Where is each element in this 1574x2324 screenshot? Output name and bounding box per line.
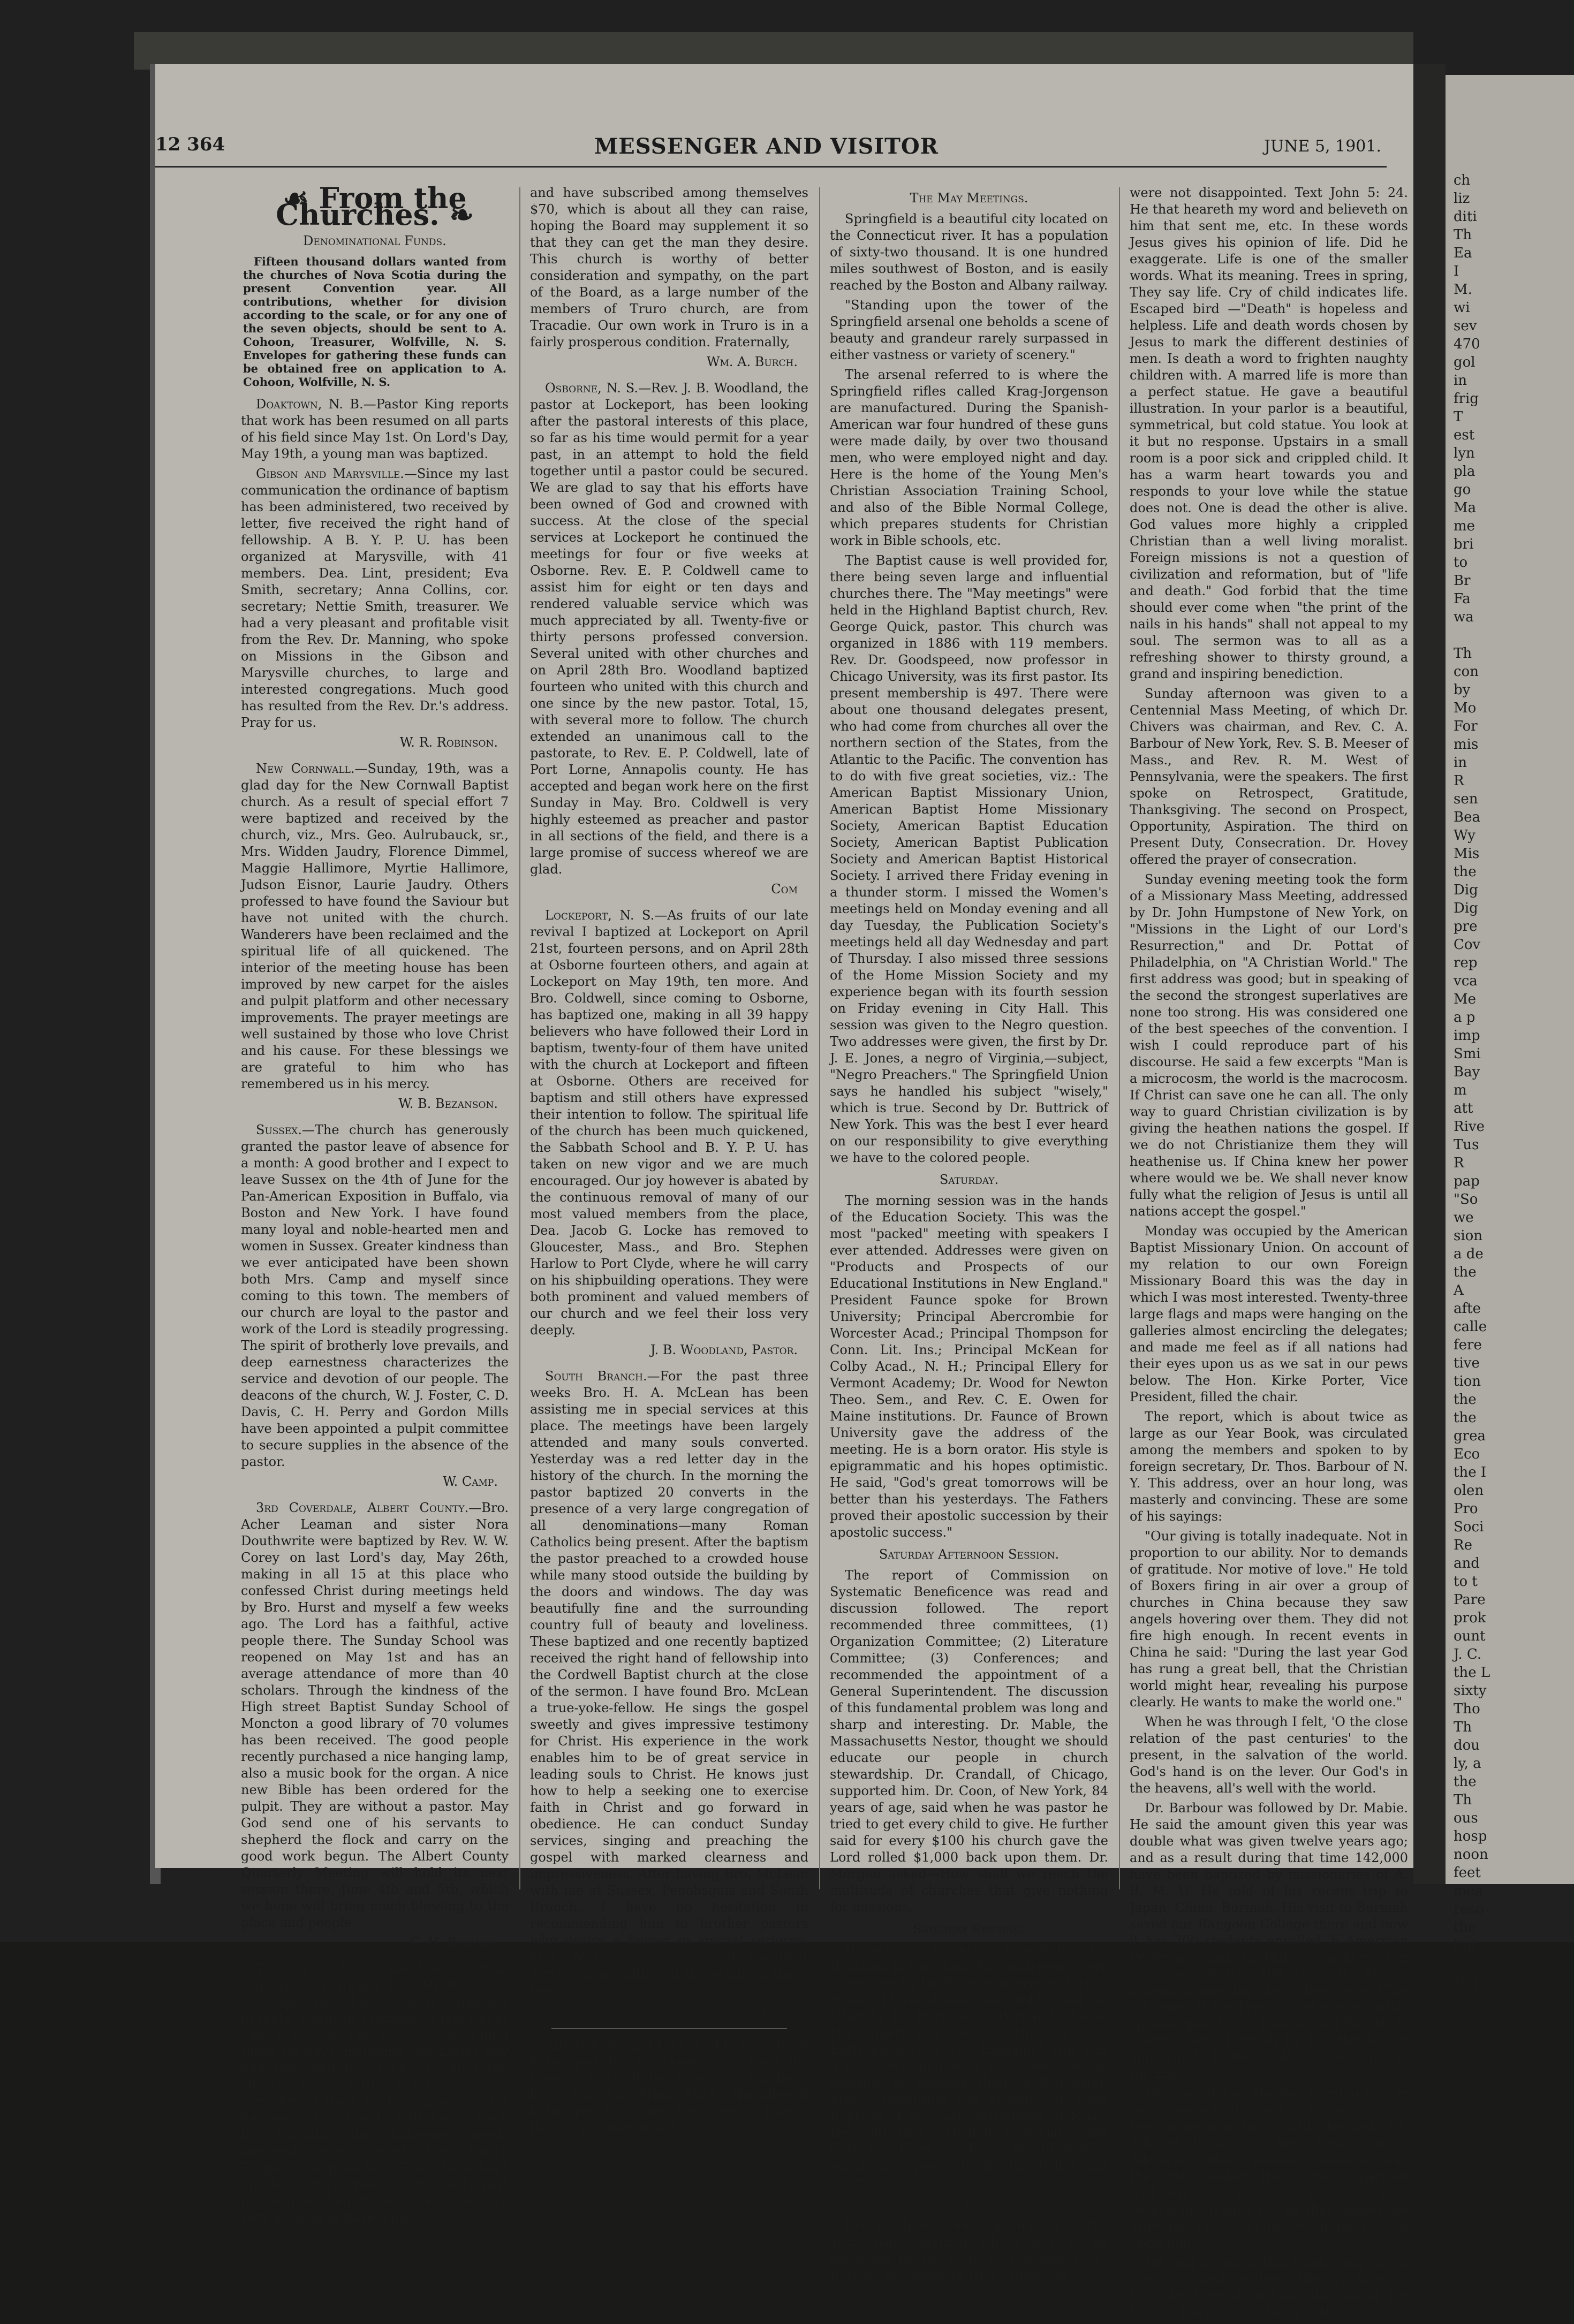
- church-report: [530, 1368, 808, 1999]
- subheading: Saturday Evening.: [912, 1922, 1026, 1936]
- facing-page-line: calle: [1454, 1319, 1487, 1335]
- facing-page-line: M.: [1454, 282, 1472, 298]
- news-item: Albert Koshea, 14, alleged to have been kidnapped by a strange man from his home at Norwalk two years ago, has been located at Ann Arbor, Mich. The alleged kidnapper, who gives the name of Joseph Harris, is under arrest.: [530, 2037, 808, 2135]
- place-name: Osborne, N. S.: [545, 381, 638, 396]
- place-name: Tracadie, N. S.: [256, 1961, 354, 1976]
- facing-page-line: ount: [1454, 1628, 1486, 1644]
- church-report: [241, 1961, 509, 2226]
- subheading: Saturday.: [939, 1172, 999, 1187]
- facing-page-line: liz: [1454, 191, 1470, 207]
- report-text: —Since my last communication the ordinance of baptism has been administered, two received by letter, five received the right hand of fellowship. A B. Y. P. U. has been organized at Marysville, with 41 members. Dea. Lint, president; Eva Smith, secretary; Anna Collins, cor. secretary; Nettie Smith, treasurer. We had a very pleasant and profitable visit from the Rev. Dr. Manning, who spoke on Missions in the Gibson and Marysville churches, to large and interested congregations. Much good has resulted from the Rev. Dr.'s address. Pray for us.: [241, 466, 509, 730]
- facing-page-line: sev: [1454, 318, 1477, 334]
- facing-page-line: the I: [1454, 1464, 1487, 1480]
- column-2: [530, 185, 808, 2139]
- facing-page-line: me: [1454, 518, 1475, 534]
- facing-page-line: lyn: [1454, 445, 1475, 461]
- publication-title: MESSENGER AND VISITOR: [594, 134, 939, 159]
- signature: W. B. Bezanson.: [398, 1096, 498, 1111]
- facing-page-text: [1454, 171, 1571, 1991]
- place-name: Doaktown, N. B.: [256, 397, 364, 412]
- item-divider: [551, 2028, 787, 2029]
- section-title: ☙ From the Churches. ❧: [276, 181, 474, 232]
- column-4: [1130, 185, 1408, 2324]
- report-text: —Rev. J. B. Woodland, the pastor at Lockeport, has been looking after the pastoral interests of this place, so far as his time would permit for a year past, in an attempt to hold the field together until a pastor could be secured. We are glad to say that his efforts have been owned of God and crowned with success. At the close of the special services at Lockeport he continued the meetings for four or five weeks at Osborne. Rev. E. P. Coldwell came to assist him for eight or ten days and rendered valuable service which was much appreciated by all. Twenty-five or thirty persons professed conversion. Several united with other churches and on April 28th Bro. Woodland baptized fourteen who united with this church and one since by the new pastor. Total, 15, with several more to follow. The church extended an unanimous call to the pastorate, to Rev. E. P. Coldwell, late of Port Lorne, Annapolis county. He has accepted and began work here on the first Sunday in May. Bro. Coldwell is very highly esteemed as preacher and pastor in all sections of the field, and there is a large promise of success whereof we are glad.: [530, 381, 808, 877]
- article-heading: The May Meetings.: [910, 191, 1028, 206]
- article-paragraph: The report, which is about twice as large as our Year Book, was circulated among the members and spoken to by foreign secretary, Dr. Thos. Barbour of N. Y. This address, over an hour long, was masterly and convincing. These are some of his sayings:: [1130, 1409, 1408, 1524]
- facing-page-line: Pare: [1454, 1592, 1486, 1608]
- facing-page-line: I: [1454, 263, 1459, 279]
- facing-page-line: sen: [1454, 791, 1478, 807]
- facing-page-line: Eco: [1454, 1446, 1480, 1462]
- facing-page-line: feet: [1454, 1865, 1481, 1881]
- facing-page-line: Soci: [1454, 1519, 1484, 1535]
- signature: W. R. Robinson.: [399, 735, 498, 750]
- masthead-rule: [155, 166, 1387, 168]
- facing-page-line: R: [1454, 1155, 1464, 1171]
- facing-page-line: m: [1454, 1082, 1467, 1098]
- article-paragraph: When he was through I felt, 'O the close relation of the past centuries' to the present, in the salvation of the world. God's hand is on the lever. Our God's in the heavens, all's well with the world.: [1130, 1714, 1408, 1796]
- facing-page-line: tive: [1454, 1355, 1480, 1371]
- facing-page-line: grea: [1454, 1428, 1486, 1444]
- report-text: —Pastor King reports that work has been resumed on all parts of his field since May 1st. On Lord's Day, May 19th, a young man was baptized.: [241, 397, 509, 461]
- article-paragraph: Sunday afternoon was given to a Centennial Mass Meeting, of which Dr. Chivers was chairman, and Rev. C. A. Barbour of New York, Rev. S. B. Meeser of Mass., and Rev. R. M. West of Pennsylvania, were the speakers. The first spoke on Retrospect, Gratitude, Thanksgiving. The second on Prospect, Opportunity, Aspiration. The third on Present Duty, Consecration. Dr. Hovey offered the prayer of consecration.: [1130, 686, 1408, 867]
- facing-page-line: we: [1454, 1210, 1474, 1226]
- facing-page-line: est: [1454, 427, 1475, 443]
- facing-page-line: att: [1454, 1100, 1473, 1117]
- church-report: [241, 1500, 509, 1931]
- facing-page-line: pre: [1454, 918, 1478, 935]
- facing-page-line: pla: [1454, 464, 1475, 480]
- facing-page-line: a p: [1454, 1009, 1475, 1026]
- column-1: [241, 181, 509, 2229]
- article-paragraph: He said a church that thinks only about itself fails and declines. The cry America for Christ must include the world for Christ. The cure for death in the: [1130, 2255, 1408, 2320]
- article-paragraph: Springfield is a beautiful city located on the Connecticut river. It has a population of sixty-two thousand. It is one hundred miles southwest of Boston, and is easily reached by the Boston and Albany railway.: [830, 211, 1108, 293]
- facing-page-line: the: [1454, 1264, 1477, 1280]
- facing-page-line: [1454, 626, 1571, 644]
- place-name: Gibson and Marysville.: [256, 466, 404, 481]
- facing-page-line: the: [1454, 1774, 1477, 1790]
- signature: W. Camp.: [743, 2002, 798, 2017]
- masthead: [155, 134, 1413, 166]
- church-report: [530, 907, 808, 1339]
- facing-page-line: sixty: [1454, 1683, 1487, 1699]
- article-paragraph: Everybody was looking forward to the anniversary sermon which was to be preached by Dr. Hunt of Clarendon St., Boston, successor to Dr. Gordon. We: [830, 2217, 1108, 2282]
- report-text: —At the Association in July last, at Pugwash, Rev. Mr. Robinson of Antigonish and myself were requested to make a visit to Tracadie. A few weeks ago I visited the church, remaining there six days, including one Lord's day and preached five times. I found the church in a fairly good condition, considering their no having a minister for nearly a year and a half. I went back to Tracadie the following week, baptized, administered the Lord's Supper and preached. They have kept up their prayer meeting regularly part of the time their Bible school. They are very anxious to have a pastor,: [241, 1961, 509, 2225]
- facing-page-line: imp: [1454, 1028, 1480, 1044]
- facing-page-line: Tho: [1454, 1701, 1480, 1717]
- facing-page-line: the: [1454, 1919, 1477, 1935]
- facing-page-line: but: [1454, 1938, 1477, 1954]
- facing-page-fragment: [1446, 75, 1574, 1990]
- funds-notice: Fifteen thousand dollars wanted from the churches of Nova Scotia during the present Convention year. All contributions, whether for division according to the scale, or for any one of the seven objects, should be sent to A. Cohoon, Treasurer, Wolfville, N. S. Envelopes for gathering these funds can be obtained free on application to A. Cohoon, Wolfville, N. S.: [243, 255, 506, 389]
- facing-page-line: a de: [1454, 1246, 1484, 1262]
- article-paragraph: Sunday evening meeting took the form of a Missionary Mass Meeting, addressed by Dr. John Humpstone of New York, on "Missions in the Light of our Lord's Resurrection," and Dr. Pottat of Philadelphia, on "A Christian World." The first address was good; but in speaking of the second the strongest superlatives are none too strong. His was considered one of the best speeches of the convention. I wish I could reproduce part of his discourse. He said a few excerpts "Man is a microcosm, the world is the macrocosm. If Christ can save one he can all. The only way to guard Christian civilization is by giving the heathen nations the gospel. If we do not Christianize them they will heathenise us. If China knew her power where would we be. We shall never know fully what the religion of Jesus is until all nations accept the gospel.": [1130, 872, 1408, 1219]
- report-text: —As fruits of our late revival I baptized at Lockeport on April 21st, fourteen persons, and on April 28th at Osborne fourteen others, and again at Lockeport on May 19th, ten more. And Bro. Coldwell, since coming to Osborne, has baptized one, making in all 39 happy believers who have followed their Lord in baptism, twenty-four of them have united with the church at Lockeport and fifteen at Osborne. Others are received for baptism and still others have expressed their intention to follow. The spiritual life of the church has been much quickened, the Sabbath School and B. Y. P. U. has taken on new vigor and we are much encouraged. Our joy however is abated by the continuous removal of many of our most valued members from the place, Dea. Jacob G. Locke has removed to Gloucester, Mass., and Bro. Stephen Harlow to Port Clyde, where he will carry on his shipbuilding operations. They were both prominent and valued members of our church and we feel their loss very deeply.: [530, 908, 808, 1338]
- facing-page-line: mea: [1454, 1883, 1484, 1899]
- facing-page-line: vca: [1454, 973, 1478, 989]
- facing-page-line: wi: [1454, 300, 1470, 316]
- facing-page-line: tion: [1454, 1373, 1481, 1389]
- facing-page-line: the: [1454, 1392, 1477, 1408]
- subheading: Sunday.: [945, 2197, 993, 2212]
- facing-page-line: noon: [1454, 1847, 1488, 1863]
- facing-page-line: prok: [1454, 1610, 1486, 1626]
- article-paragraph: Monday was occupied by the American Baptist Missionary Union. On account of my relation to our own Foreign Missionary Board this was the day in which I was most interested. Twenty-three large flags and maps were hanging on the galleries almost encircling the delegates; and made me feel as if all nations had their eyes upon us as we sat in our pews below. The Hon. Kirke Porter, Vice President, filled the chair.: [1130, 1224, 1408, 1404]
- facing-page-line: ch: [1454, 172, 1471, 188]
- facing-page-line: to t: [1454, 1574, 1478, 1590]
- church-report: [241, 466, 509, 731]
- facing-page-line: Smi: [1454, 1046, 1481, 1062]
- facing-page-line: Th: [1454, 227, 1472, 243]
- report-text: —Bro. Acher Leaman and sister Nora Douthwrite were baptized by Rev. W. W. Corey on last Lord's day, May 26th, making in all 15 at this place who confessed Christ during meetings held by Bro. Hurst and myself a few weeks ago. The Lord has a faithful, active people there. The Sunday School was reopened on May 1st and has an average attendance of more than 40 scholars. Through the kindness of the High street Baptist Sunday School of Moncton a good library of 70 volumes has been received. The good people recently purchased a nice hanging lamp, also a music book for the organ. A nice new Bible has been ordered for the pulpit. They are without a pastor. May God send one of his servants to shepherd the flock and carry on the good work begun. The Albert County Quarterly Meeting will hold its next session there, June 4th and 5th, which we hope will bring much blessing to the place and people.: [241, 1500, 509, 1930]
- facing-page-line: olen: [1454, 1483, 1484, 1499]
- facing-page-line: the: [1454, 1410, 1477, 1426]
- facing-page-line: Dig: [1454, 1974, 1478, 1990]
- facing-page-line: Tus: [1454, 1137, 1479, 1153]
- facing-page-line: the: [1454, 864, 1477, 880]
- facing-page-line: in: [1454, 755, 1467, 771]
- facing-page-line: Dig: [1454, 882, 1478, 898]
- facing-page-line: frig: [1454, 391, 1479, 407]
- signature: J. B. Woodland, Pastor.: [650, 1342, 798, 1357]
- facing-page-line: Fa: [1454, 591, 1471, 607]
- facing-page-line: ly, a: [1454, 1756, 1481, 1772]
- facing-page-line: rep: [1454, 955, 1478, 971]
- article-paragraph: The report of Commission on Systematic Beneficence was read and discussion followed. The report recommended three committees, (1) Organization Committee; (2) Literature Committee; (3) Conferences; and recommended the appointment of a General Superintendent. The discussion of this fundamental problem was long and sharp and interesting. Dr. Mable, the Massachusetts Nestor, thought we should educate our people in church stewardship. Dr. Crandall, of Chicago, supported him. Dr. Coon, of New York, 84 years of age, said when he was pastor he tried to get every child to give. He further said for every $100 his church gave the Lord rolled $1,000 back upon them. Dr. Morgan asked—How shall we reach the multitude of churches that give nothing for missions.: [830, 1568, 1108, 1915]
- facing-page-line: gol: [1454, 354, 1475, 370]
- signature: Com: [771, 882, 798, 897]
- article-paragraph: were not disappointed. Text John 5: 24. He that heareth my word and believeth on him that sent me, etc. In these words Jesus gives his opinion of life. Did he exaggerate. Life is one of the smaller words. What its meaning. Trees in spring, They say life. Cry of child indicates life. Escaped bird —"Death" is hopeless and helpless. Life and death words chosen by Jesus to mark the different destinies of men. Is death a word to frighten naughty children with. A marred life is more than a perfect statue. He gave a beautiful illustration. In your parlor is a beautiful, symmetrical, but cold statue. You look at it but no response. Upstairs in a small room is a poor sick and crippled child. It has a warm heart towards you and responds to your love while the statue does not. One is dead the other is alive. God values more highly a crippled Christian than a well living moralist. Foreign missions is not a question of civilization and reformation, but of "life and death." God forbid that the time should ever come when "the print of the nails in his hands" shall not appeal to my soul. The sermon was to all as a refreshing shower to thirsty ground, a grand and inspiring benediction.: [1130, 185, 1408, 681]
- facing-page-line: Bea: [1454, 809, 1480, 825]
- column-divider: [1119, 187, 1120, 1889]
- newspaper-page: [155, 64, 1413, 2320]
- church-report: [530, 380, 808, 878]
- article-paragraph: Dr. Barbour was followed by Dr. Mabie. He said the amount given this year was double what was given twelve years ago; and as a result during that time 142,000 have been baptized by missionaries of A. B. M. U. He told of his recent trip to Japan, China, Burmah. His visit to Burmah saved our Rangoon College there and now it has 700 students enrolled, 6 American Professors and 12 Native teachers. Ten years ago it had 100 students. At the afternoon meeting the subject was "The Situation at the Front." "Telugus in India" spoken upon by Dr. Downie and Rev. W. A. Stanton, and Burmah by Dr. Henderson and Prof. L. E. Hicks, all of whom labor in the East.: [1130, 1801, 1408, 2081]
- facing-page-line: J. C.: [1454, 1646, 1482, 1662]
- report-continuation: and have subscribed among themselves $70, which is about all they can raise, hoping the Board may supplement it so that they can get the man they desire. This church is worthy of better consideration and sympathy, on the part of the Board, as a large number of the members of Truro church, are from Tracadie. Our own work in Truro is in a fairly prosperous condition. Fraternally,: [530, 185, 808, 350]
- facing-page-line: bri: [1454, 536, 1474, 552]
- facing-page-line: diti: [1454, 209, 1477, 225]
- facing-page-line: fere: [1454, 1337, 1482, 1353]
- place-name: 3rd Coverdale, Albert County.: [256, 1500, 469, 1515]
- place-name: South Branch.: [545, 1369, 647, 1384]
- page-number: 12 364: [155, 134, 225, 155]
- article-paragraph: "Standing upon the tower of the Springfield arsenal one beholds a scene of beauty and grandeur rarely surpassed in either vastness or variety of scenery.": [830, 298, 1108, 362]
- place-name: New Cornwall.: [256, 761, 355, 776]
- facing-page-line: Wy: [1454, 827, 1475, 844]
- article-paragraph: Historical Society. President Dr. Whitman in the chair. Two addresses were given, one by Dr. Faunce, whose oratorical powers I have already referred to, and the other by Dr. Burrage, of Portland, Maine. His subject was "Senator Hoar and the Early Baptists of New England." This was a flat contradiction of a statement made recently by Senator Hoar of Worcester, Mass., regarding the attitude of some Baptists at the early settlement of Mass. He said they expelled Unitarians and Catholics from privileges of citizenship, which is opposed to Baptist belief and practice.: [830, 1942, 1108, 2190]
- facing-page-line: go: [1454, 482, 1471, 498]
- facing-page-line: and: [1454, 1555, 1480, 1571]
- facing-page-line: For: [1454, 718, 1478, 734]
- article-paragraph: "Our giving is totally inadequate. Not in proportion to our ability. Nor to demands of gratitude. Nor motive of love." He told of Boxers firing in air over a group of churches in China because they saw angels hovering over them. They did not fire high enough. In recent events in China he said: "During the last year God has rung a great bell, that the Christian world might hear, revealing his purpose clearly. He wants to make the world one.": [1130, 1529, 1408, 1710]
- facing-page-line: Th: [1454, 1719, 1472, 1735]
- facing-page-line: in: [1454, 373, 1467, 389]
- facing-page-line: to: [1454, 555, 1468, 571]
- article-paragraph: The meeting of Monday evening was in some respects the best of the series. The best wine was kept until the last. Dr. Edward Judson of New York, son of Adoniram Judson, pioneer missionary was the first speaker. His address sparkled with wit and fact. He started out with several illustrative stories that caused the attention of his audience to be riveted upon him.: [1130, 2086, 1408, 2250]
- facing-page-line: Th: [1454, 1792, 1472, 1808]
- facing-page-line: 470: [1454, 336, 1480, 352]
- place-name: Sussex.: [256, 1122, 302, 1137]
- facing-page-line: Mo: [1454, 700, 1477, 716]
- church-report: [241, 396, 509, 462]
- report-text: —For the past three weeks Bro. H. A. McLean has been assisting me in special services at this place. The meetings have been largely attended and many souls converted. Yesterday was a red letter day in the history of the church. In the morning the pastor baptized 20 converts in the presence of a very large congregation of all denominations—many Roman Catholics being present. After the baptism the pastor preached to a crowded house while many stood outside the building by the doors and windows. The day was beautifully fine and the surrounding country full of beauty and loveliness. These baptized and one recently baptized received the right hand of fellowship into the Cordwell Baptist church at the close of the sermon. I have found Bro. McLean a true-yoke-fellow. He sings the gospel sweetly and gives impressive testimony for Christ. His experience in the work enables him to be of great service in leading souls to Christ. He knows just how to help a seeking one to exercise faith in Christ and go forward in obedience. He can conduct Sunday services, singing and preaching the gospel with marked clearness and impressiveness. After having Bro. McLean with me at Sussex, Penobsquis and South Branch, I have no hesitation in recommending him to brother pastors who desire a helper in special services. Mrs. McLean has rendered excellent service in presiding at the organ in these meetings.: [530, 1369, 808, 1998]
- article-paragraph: The Baptist cause is well provided for, there being seven large and influential churches there. The "May meetings" were held in the Highland Baptist church, Rev. George Quick, pastor. This church was organized in 1886 with 119 members. Rev. Dr. Goodspeed, now professor in Chicago University, was its first pastor. Its present membership is 497. There were about one thousand delegates present, who had come from churches all over the northern section of the States, from the Atlantic to the Pacific. The convention has to do with five great societies, viz.: The American Baptist Missionary Union, American Baptist Home Missionary Society, American Baptist Education Society, American Baptist Publication Society and American Baptist Historical Society. I arrived there Friday evening in a thunder storm. I missed the Women's meetings held on Monday evening and all day Tuesday, the Publication Society's meetings held all day Wednesday and part of Thursday. I also missed three sessions of the Home Mission Society and my experience began with its fourth session on Friday evening in City Hall. This session was given to the Negro question. Two addresses were given, the first by Dr. J. E. Jones, a negro of Virginia,—subject, "Negro Preachers." The Springfield Union says he handled his subject "wisely," which is true. Second by Dr. Buttrick of New York. This was the best I ever heard on our responsibility to give everything we have to the colored people.: [830, 553, 1108, 1165]
- report-text: —Sunday, 19th, was a glad day for the New Cornwall Baptist church. As a result of special effort 7 were baptized and received by the church, viz., Mrs. Geo. Aulrubauck, sr., Mrs. Widden Jaudry, Florence Dimmel, Maggie Hallimore, Myrtie Hallimore, Judson Eisnor, Laurie Jaudry. Others professed to have found the Saviour but have not united with the church. Wanderers have been reclaimed and the spiritual life of all quickened. The interior of the meeting house has been improved by new carpet for the aisles and pulpit platform and other necessary improvements. The prayer meetings are well sustained by those who love Christ and his cause. For these blessings we are grateful to him who has remembered us in his mercy.: [241, 761, 509, 1091]
- facing-page-line: R: [1454, 773, 1464, 789]
- facing-page-line: con: [1454, 664, 1479, 680]
- facing-page-line: Pro: [1454, 1501, 1478, 1517]
- column-divider: [819, 187, 820, 1889]
- facing-page-line: Cov: [1454, 937, 1481, 953]
- facing-page-line: reso: [1454, 1901, 1484, 1917]
- facing-page-line: Bay: [1454, 1064, 1480, 1080]
- facing-page-line: afte: [1454, 1301, 1481, 1317]
- facing-page-line: Ma: [1454, 500, 1477, 516]
- signature: G. H. Beaman.: [410, 1935, 498, 1950]
- facing-page-line: hosp: [1454, 1828, 1487, 1844]
- facing-page-line: dou: [1454, 1737, 1480, 1753]
- place-name: Lockeport, N. S.: [545, 908, 655, 923]
- facing-page-line: Rive: [1454, 1119, 1485, 1135]
- facing-page-line: wa: [1454, 609, 1474, 625]
- facing-page-line: A: [1454, 1282, 1464, 1298]
- column-divider: [519, 187, 520, 1889]
- article-paragraph: The morning session was in the hands of the Education Society. This was the most "packed" meeting with speakers I ever attended. Addresses were given on "Products and Prospects of our Educational Institutions in New England." President Faunce spoke for Brown University; Principal Abercrombie for Worcester Acad.; Principal Thompson for Conn. Lit. Ins.; Principal McKean for Colby Acad., N. H.; Principal Ellery for Vermont Academy; Dr. Wood for Newton Theo. Sem., and Rev. C. E. Owen for Maine institutions. Dr. Faunce of Brown University gave the address of the meeting. He is a born orator. His style is epigrammatic and his hopes optimistic. He said, "God's great tomorrows will be better than his yesterdays. The Fathers proved their apostolic succession by their apostolic success.": [830, 1193, 1108, 1540]
- facing-page-line: Me: [1454, 991, 1477, 1007]
- facing-page-line: pap: [1454, 1173, 1480, 1189]
- issue-date: JUNE 5, 1901.: [1263, 137, 1381, 156]
- facing-page-line: mis: [1454, 736, 1479, 753]
- facing-page-line: [1454, 1955, 1571, 1973]
- page-gutter: [1413, 64, 1446, 1884]
- church-report: [241, 1122, 509, 1470]
- report-text: —The church has generously granted the pastor leave of absence for a month: A good brother and I expect to leave Sussex on the 4th of June for the Pan-American Exposition in Buffalo, via Boston and New York. I have found many loyal and noble-hearted men and women in Sussex. Greater kindness than we ever anticipated have been shown both Mrs. Camp and myself since coming to this town. The members of our church are loyal to the pastor and work of the Lord is steadily progressing. The spirit of brotherly love prevails, and deep earnestness characterizes the service and devotion of our people. The deacons of the church, W. J. Foster, C. D. Davis, C. H. Perry and Gordon Mills have been appointed a pulpit committee to secure supplies in the absence of the pastor.: [241, 1122, 509, 1469]
- facing-page-line: Th: [1454, 645, 1472, 662]
- facing-page-line: ous: [1454, 1810, 1478, 1826]
- facing-page-line: T: [1454, 409, 1463, 425]
- signature: Wm. A. Burch.: [706, 354, 798, 369]
- facing-page-line: Ea: [1454, 245, 1472, 261]
- article-paragraph: The arsenal referred to is where the Springfield rifles called Krag-Jorgenson are manufactured. During the Spanish-American war four hundred of these guns were made daily, by over two thousand men, who were employed night and day. Here is the home of the Young Men's Christian Association Training School, and also of the Bible Normal College, which prepares students for Christian work in Bible schools, etc.: [830, 367, 1108, 548]
- facing-page-line: "So: [1454, 1191, 1478, 1207]
- facing-page-line: Mis: [1454, 846, 1480, 862]
- subheading: Saturday Afternoon Session.: [879, 1547, 1060, 1562]
- funds-heading: Denominational Funds.: [303, 233, 447, 248]
- facing-page-line: Re: [1454, 1537, 1472, 1553]
- signature: W. Camp.: [443, 1474, 498, 1489]
- facing-page-line: the L: [1454, 1665, 1490, 1681]
- facing-page-line: by: [1454, 682, 1471, 698]
- column-3: [830, 185, 1108, 2287]
- facing-page-line: Dig: [1454, 900, 1478, 916]
- facing-page-line: sion: [1454, 1228, 1483, 1244]
- facing-page-line: Br: [1454, 573, 1471, 589]
- church-report: [241, 761, 509, 1092]
